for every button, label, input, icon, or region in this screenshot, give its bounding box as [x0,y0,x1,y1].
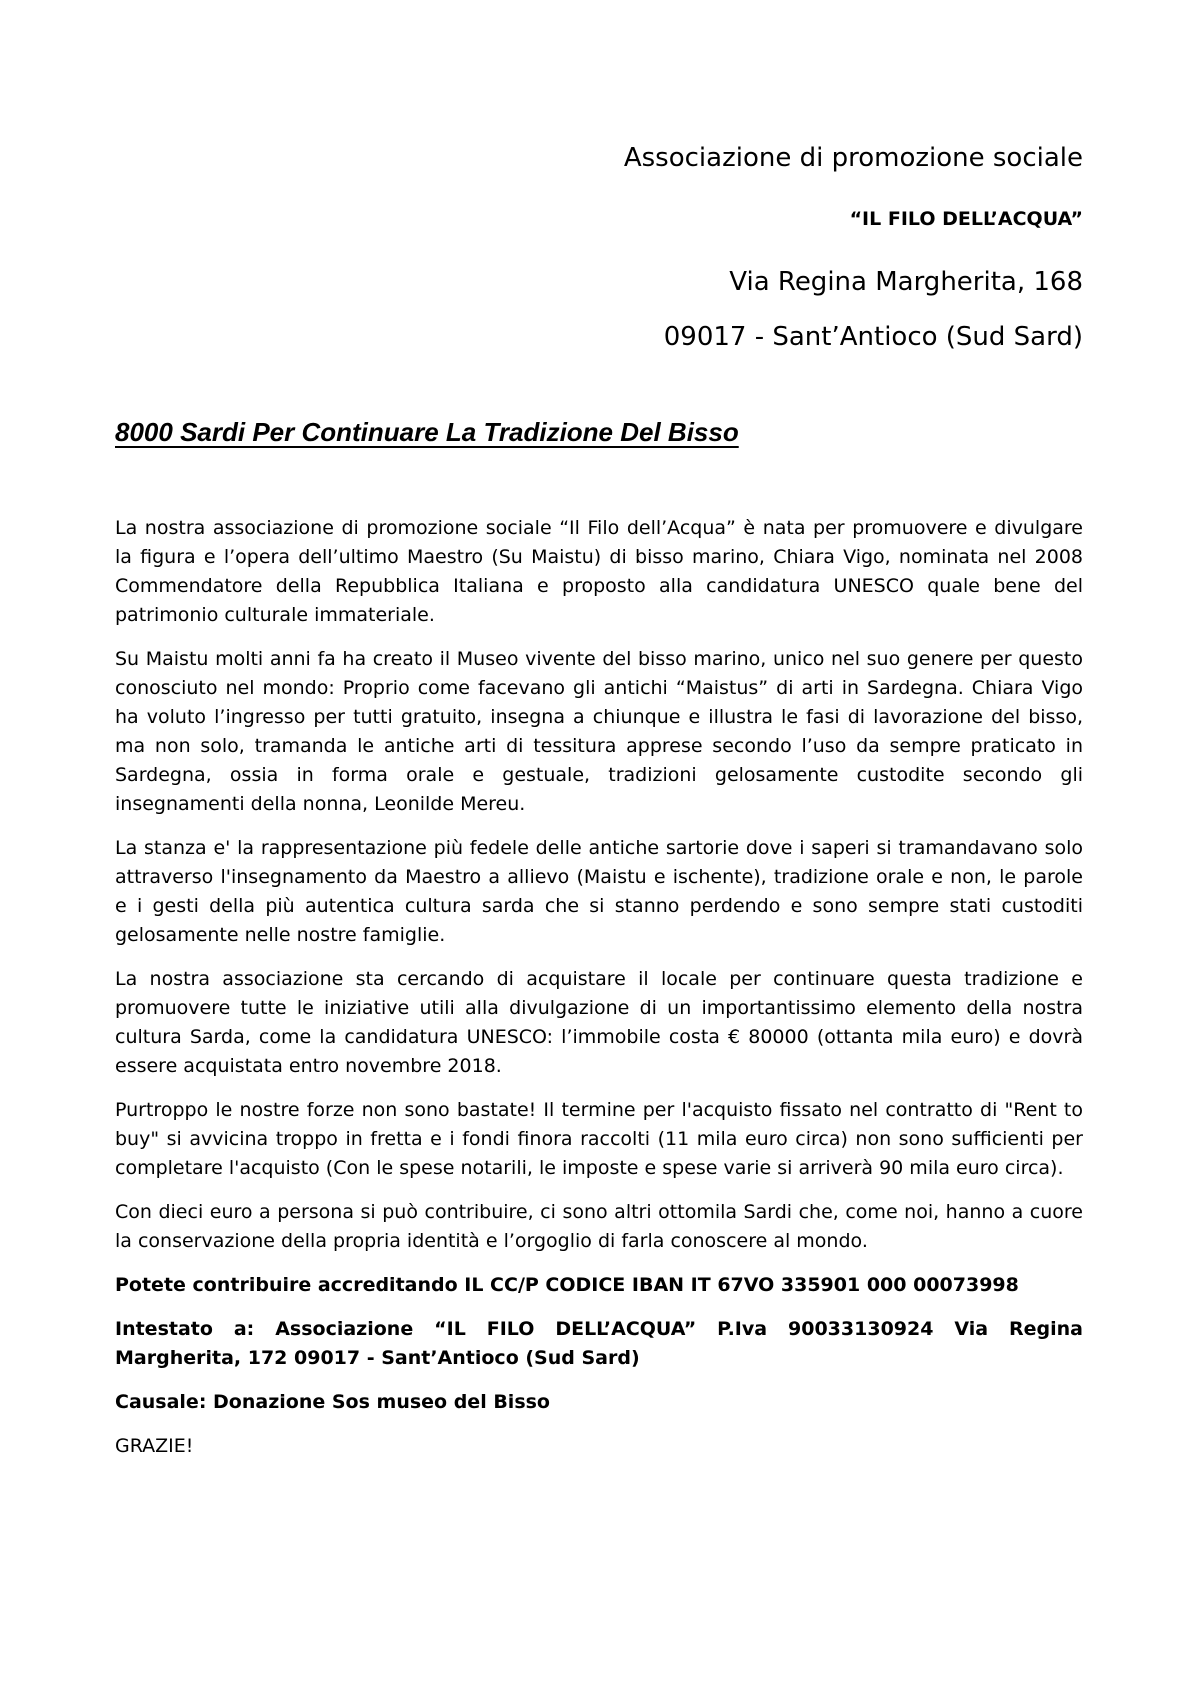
closing-thanks: GRAZIE! [115,1435,194,1457]
association-name: “IL FILO DELL’ACQUA” [849,208,1083,230]
paragraph-funds: Purtroppo le nostre forze non sono bastate! Il termine per l'acquisto fissato nel contratto di "Rent to buy" si avvicina troppo in fretta e i fondi finora raccolti (11 mila euro circa) non sono sufficienti per completare l'acquisto (Con le spese notarili, le imposte e spese varie si arriverà 90 mila euro circa). [115,1099,1083,1179]
association-type: Associazione di promozione sociale [623,143,1083,173]
donation-iban: Potete contribuire accreditando IL CC/P CODICE IBAN IT 67VO 335901 000 00073998 [115,1274,1019,1296]
paragraph-association: La nostra associazione di promozione sociale “Il Filo dell’Acqua” è nata per promuovere e divulgare la figura e l’opera dell’ultimo Maestro (Su Maistu) di bisso marino, Chiara Vigo, nominata nel 2008 Commendatore della Repubblica Italiana e proposto alla candidatura UNESCO quale bene del patrimonio culturale immateriale. [115,517,1083,626]
donation-reason: Causale: Donazione Sos museo del Bisso [115,1391,550,1413]
paragraph-purchase: La nostra associazione sta cercando di acquistare il locale per continuare questa tradizione e promuovere tutte le iniziative utili alla divulgazione di un importantissimo elemento della nostra cultura Sarda, come la candidatura UNESCO: l’immobile costa € 80000 (ottanta mila euro) e dovrà essere acquistata entro novembre 2018. [115,968,1083,1077]
donation-holder: Intestato a: Associazione “IL FILO DELL’ACQUA” P.Iva 90033130924 Via Regina Margherita, 172 09017 - Sant’Antioco (Sud Sard) [115,1318,1083,1369]
letter-title: 8000 Sardi Per Continuare La Tradizione Del Bisso [115,417,739,447]
paragraph-museum: Su Maistu molti anni fa ha creato il Museo vivente del bisso marino, unico nel suo genere per questo conosciuto nel mondo: Proprio come facevano gli antichi “Maistus” di arti in Sardegna. Chiara Vigo ha voluto l’ingresso per tutti gratuito, insegna a chiunque e illustra le fasi di lavorazione del bisso, ma non solo, tramanda le antiche arti di tessitura apprese secondo l’uso da sempre praticato in Sardegna, ossia in forma orale e gestuale, tradizioni gelosamente custodite secondo gli insegnamenti della nonna, Leonilde Mereu. [115,648,1083,815]
association-street: Via Regina Margherita, 168 [729,267,1083,297]
paragraph-room: La stanza e' la rappresentazione più fedele delle antiche sartorie dove i saperi si tramandavano solo attraverso l'insegnamento da Maestro a allievo (Maistu e ischente), tradizione orale e non, le parole e i gesti della più autentica cultura sarda che si stanno perdendo e sono sempre stati custoditi gelosamente nelle nostre famiglie. [115,837,1083,946]
paragraph-appeal: Con dieci euro a persona si può contribuire, ci sono altri ottomila Sardi che, come noi, hanno a cuore la conservazione della propria identità e l’orgoglio di farla conoscere al mondo. [115,1201,1083,1252]
letter-body [115,514,1083,1461]
letterhead [383,140,1083,355]
association-city: 09017 - Sant’Antioco (Sud Sard) [663,322,1083,352]
